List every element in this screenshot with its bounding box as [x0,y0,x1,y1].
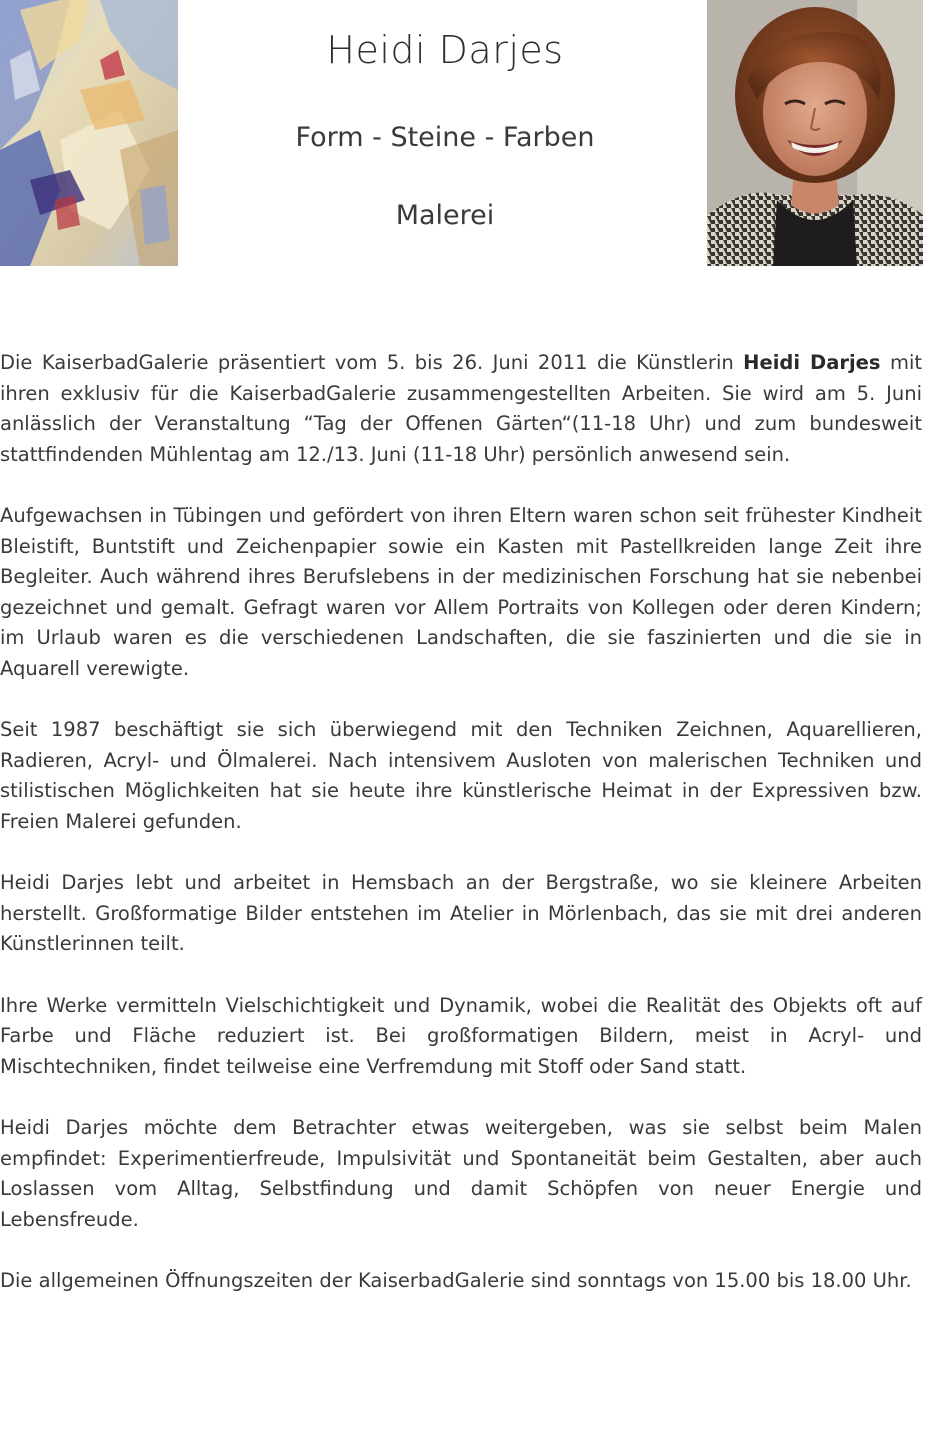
artist-portrait-photo [707,0,923,266]
exhibition-medium: Malerei [395,200,495,231]
intro-paragraph [0,348,922,470]
works-paragraph: Ihre Werke vermitteln Vielschichtigkeit und Dynamik, wobei die Realität des Objekts oft auf Farbe und Fläche reduziert ist. Bei großformatigen Bildern, meist in Acryl- und Mischtechniken, findet teilweise eine Verfremdung mit Stoff oder Sand statt. [0,993,922,1078]
intro-text-end: mit ihren exklusiv für die KaiserbadGalerie zusammengestellten Arbeiten. Sie wird am 5. Juni anlässlich der Veranstaltung “Tag der Offenen Gärten“(11-18 Uhr) und zum bundesweit stattfindenden Mühlentag am 12./13. Juni (11-18 Uhr) persönlich anwesend sein. [0,351,923,466]
intent-paragraph: Heidi Darjes möchte dem Betrachter etwas weitergeben, was sie selbst beim Malen empfindet: Experimentierfreude, Impulsivität und Spontaneität beim Gestalten, aber auch Loslassen vom Alltag, Selbstfindung und damit Schöpfen von neuer Energie und Lebensfreude. [0,1116,922,1231]
exhibition-subtitle: Form - Steine - Farben [295,122,595,153]
techniques-paragraph: Seit 1987 beschäftigt sie sich überwiegend mit den Techniken Zeichnen, Aquarellieren, Radieren, Acryl- und Ölmalerei. Nach intensivem Ausloten von malerischen Techniken und stilistischen Möglichkeiten hat sie heute ihre künstlerische Heimat in der Expressiven bzw. Freien Malerei gefunden. [0,718,922,833]
intro-text-start: Die KaiserbadGalerie präsentiert vom 5. bis 26. Juni 2011 die Künstlerin [0,351,744,374]
abstract-painting-graphic [0,0,178,266]
biography-paragraph: Aufgewachsen in Tübingen und gefördert von ihren Eltern waren schon seit frühester Kindheit Bleistift, Buntstift und Zeichenpapier sowie ein Kasten mit Pastellkreiden lange Zeit ihre Begleiter. Auch während ihres Berufslebens in der medizinischen Forschung hat sie nebenbei gezeichnet und gemalt. Gefragt waren vor Allem Portraits von Kollegen oder deren Kindern; im Urlaub waren es die verschiedenen Landschaften, die sie faszinierten und die sie in Aquarell verewigte. [0,504,922,680]
artist-name: Heidi Darjes [743,351,881,374]
opening-hours-paragraph: Die allgemeinen Öffnungszeiten der KaiserbadGalerie sind sonntags von 15.00 bis 18.00 Uhr. [0,1269,912,1292]
abstract-painting-image [0,0,178,266]
portrait-graphic [707,0,923,266]
article-body [0,348,922,1328]
studio-paragraph: Heidi Darjes lebt und arbeitet in Hemsbach an der Bergstraße, wo sie kleinere Arbeiten herstellt. Großformatige Bilder entstehen im Atelier in Mörlenbach, das sie mit drei anderen Künstlerinnen teilt. [0,871,922,955]
page-title: Heidi Darjes [326,28,564,72]
